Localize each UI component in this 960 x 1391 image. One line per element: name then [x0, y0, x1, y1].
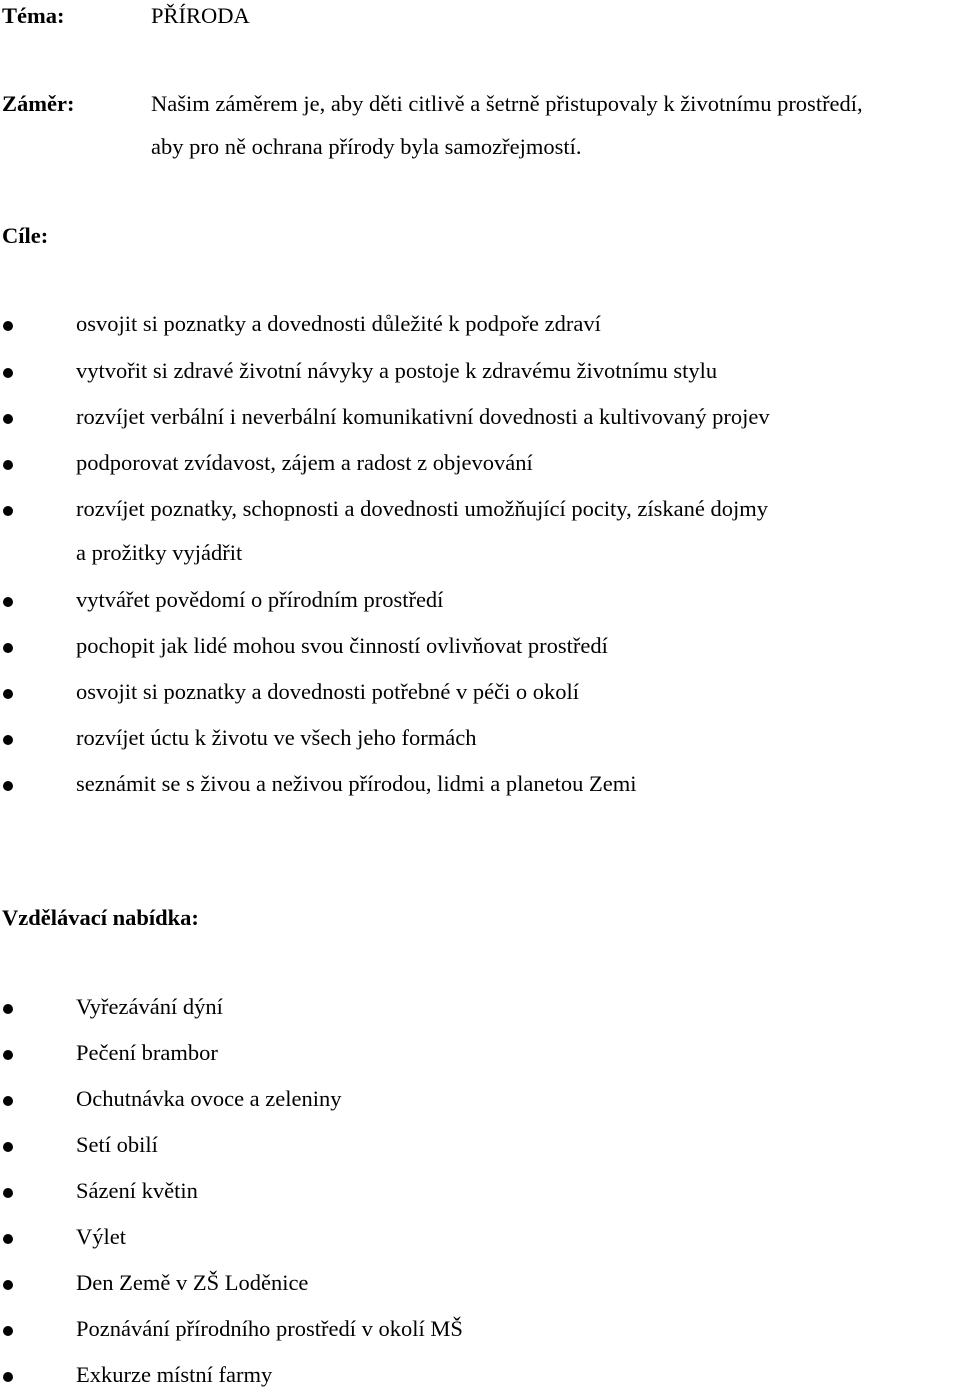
- bullet-icon: [3, 1050, 13, 1060]
- goal-list-item: [0, 635, 950, 661]
- bullet-icon: [3, 643, 13, 653]
- theme-value: PŘÍRODA: [151, 3, 250, 28]
- bullet-icon: [3, 1188, 13, 1198]
- offer-list-item: [0, 1272, 950, 1298]
- intent-text-line-2: aby pro ně ochrana přírody byla samozřejmostí.: [151, 134, 582, 159]
- offer-item-text: Ochutnávka ovoce a zeleniny: [76, 1086, 342, 1111]
- bullet-icon: [3, 1234, 13, 1244]
- offer-item-text: Setí obilí: [76, 1132, 158, 1157]
- theme-label: Téma:: [2, 3, 65, 28]
- goal-list-item: [0, 313, 950, 339]
- goal-item-text: osvojit si poznatky a dovednosti potřebné v péči o okolí: [76, 679, 580, 704]
- goal-list-item: [0, 589, 950, 615]
- goal-list-item: [0, 681, 950, 707]
- bullet-icon: [3, 321, 13, 331]
- goal-item-text: vytvořit si zdravé životní návyky a postoje k zdravému životnímu stylu: [76, 358, 718, 383]
- offer-list-item: [0, 1318, 950, 1344]
- offer-item-text: Exkurze místní farmy: [76, 1362, 273, 1387]
- goal-item-text: podporovat zvídavost, zájem a radost z objevování: [76, 450, 533, 475]
- bullet-icon: [3, 781, 13, 791]
- goal-item-text: rozvíjet verbální i neverbální komunikativní dovednosti a kultivovaný projev: [76, 404, 770, 429]
- bullet-icon: [3, 1096, 13, 1106]
- bullet-icon: [3, 597, 13, 607]
- bullet-icon: [3, 1280, 13, 1290]
- offer-item-text: Pečení brambor: [76, 1040, 218, 1065]
- offer-label: Vzdělávací nabídka:: [2, 905, 199, 930]
- bullet-icon: [3, 506, 13, 516]
- bullet-icon: [3, 368, 13, 378]
- goal-item-text: rozvíjet poznatky, schopnosti a dovednosti umožňující pocity, získané dojmy: [76, 496, 768, 521]
- offer-list-item: [0, 1226, 950, 1252]
- intent-label: Záměr:: [2, 91, 75, 116]
- bullet-icon: [3, 1142, 13, 1152]
- offer-list-item: [0, 1088, 950, 1114]
- offer-item-text: Poznávání přírodního prostředí v okolí MŠ: [76, 1316, 463, 1341]
- goal-list-item: [0, 727, 950, 753]
- bullet-icon: [3, 1004, 13, 1014]
- offer-list-item: [0, 1364, 950, 1390]
- goals-label: Cíle:: [2, 223, 49, 248]
- offer-list-item: [0, 1042, 950, 1068]
- goal-list-item: [0, 773, 950, 799]
- goal-item-text: seznámit se s živou a neživou přírodou, lidmi a planetou Zemi: [76, 771, 637, 796]
- offer-list-item: [0, 996, 950, 1022]
- goal-list-item: [0, 360, 950, 386]
- goal-list-item-continuation: [0, 542, 950, 568]
- offer-item-text: Sázení květin: [76, 1178, 198, 1203]
- offer-item-text: Vyřezávání dýní: [76, 994, 223, 1019]
- goal-item-text: vytvářet povědomí o přírodním prostředí: [76, 587, 444, 612]
- goal-item-text: rozvíjet úctu k životu ve všech jeho formách: [76, 725, 477, 750]
- goal-item-text-continuation: a prožitky vyjádřit: [76, 540, 243, 565]
- offer-list-item: [0, 1134, 950, 1160]
- goal-item-text: pochopit jak lidé mohou svou činností ovlivňovat prostředí: [76, 633, 608, 658]
- bullet-icon: [3, 414, 13, 424]
- bullet-icon: [3, 735, 13, 745]
- bullet-icon: [3, 460, 13, 470]
- intent-text-line-1: Našim záměrem je, aby děti citlivě a šetrně přistupovaly k životnímu prostředí,: [151, 91, 863, 116]
- bullet-icon: [3, 1372, 13, 1382]
- goal-item-text: osvojit si poznatky a dovednosti důležité k podpoře zdraví: [76, 311, 601, 336]
- goal-list-item: [0, 406, 950, 432]
- offer-item-text: Den Země v ZŠ Loděnice: [76, 1270, 309, 1295]
- goal-list-item: [0, 498, 950, 524]
- bullet-icon: [3, 689, 13, 699]
- bullet-icon: [3, 1326, 13, 1336]
- offer-item-text: Výlet: [76, 1224, 126, 1249]
- goal-list-item: [0, 452, 950, 478]
- offer-list-item: [0, 1180, 950, 1206]
